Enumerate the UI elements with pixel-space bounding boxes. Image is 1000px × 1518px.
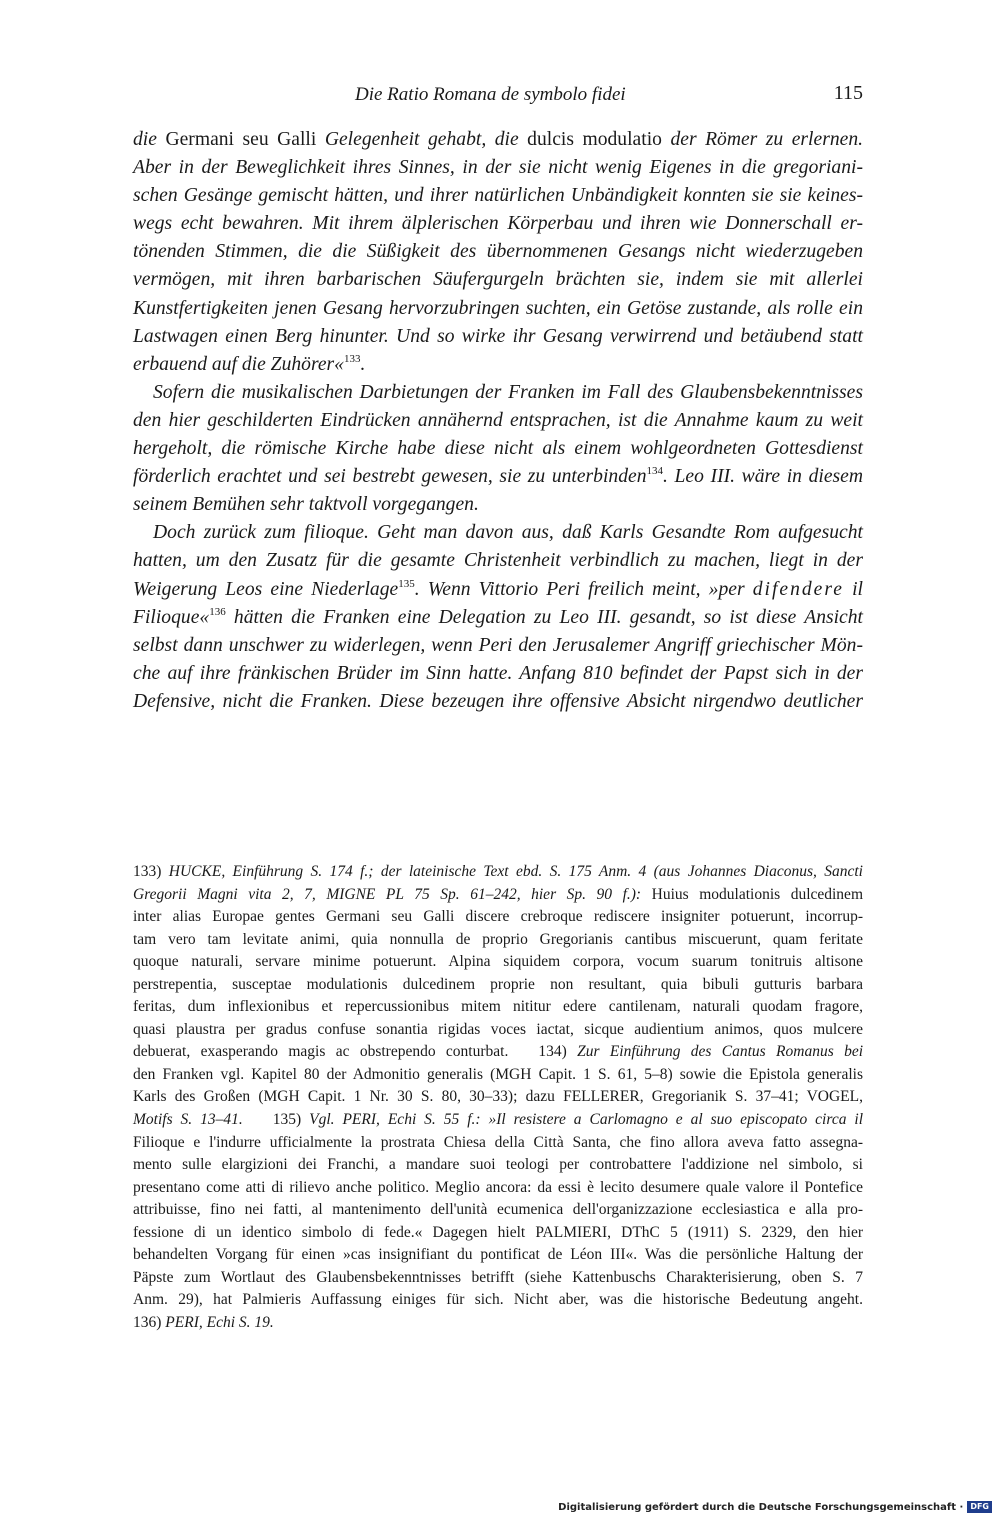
- footnote-line: inter alias Europae gentes Germani seu Galli discere crebroque rediscere insigniter potuerunt, incorrup-: [133, 908, 863, 926]
- footnote-line: feritas, dum inflexionibus et repercussionibus mitem nititur edere cantilenam, naturali quodam fragore,: [133, 998, 863, 1016]
- footnote-ref: 133: [343, 352, 361, 365]
- text-line: Aber in der Beweglichkeit ihres Sinnes, in der sie nicht wenig Eigenes in die gregoriani-: [133, 157, 863, 179]
- dfg-logo: DFG: [967, 1501, 992, 1513]
- footnote-ref: 135: [398, 577, 415, 590]
- footnote-ref: 134: [646, 465, 664, 478]
- text-line: Sofern die musikalischen Darbietungen der Franken im Fall des Glaubensbekenntnisses: [153, 381, 863, 403]
- footnote-line: debuerat, exasperando magis ac obstrependo conturbat. 134) Zur Einführung des Cantus Romanus bei: [133, 1043, 864, 1061]
- footnote-line: Karls des Großen (MGH Capit. 1 Nr. 30 S. 80, 30–33); dazu FELLERER, Gregorianik S. 37–41; VOGEL,: [133, 1088, 863, 1106]
- footnote-line: Gregorii Magni vita 2, 7, MIGNE PL 75 Sp. 61–242, hier Sp. 90 f.): Huius modulationis dulcedinem: [133, 885, 863, 903]
- text-line: Doch zurück zum filioque. Geht man davon aus, daß Karls Gesandte Rom aufgesucht: [153, 522, 863, 544]
- text-line: den hier geschilderten Eindrücken annähernd entsprachen, ist die Annahme kaum zu weit: [133, 409, 863, 431]
- footnote-line: behandelten Vorgang für einen »cas insignifiant du pontificat de Léon III«. Was die persönliche Haltung der: [133, 1246, 863, 1264]
- text-line: förderlich erachtet und sei bestrebt gewesen, sie zu unterbinden$^{134}$. Leo III. wäre in diesem: [133, 465, 863, 488]
- footnote-line: mento sulle elargizioni dei Franchi, a mandare suoi teologi per controbattere l'addizione nel simbolo, si: [133, 1156, 863, 1174]
- text-line: vermögen, mit ihren barbarischen Säufergurgeln brächten sie, indem sie mit allerlei: [133, 269, 863, 291]
- footnote-line: attribuisse, fino nei fatti, al mantenimento dell'unità ecumenica dell'organizzazione ecclesiastica e alla pro-: [133, 1201, 863, 1219]
- text-line: Weigerung Leos eine Niederlage$^{135}$. Wenn Vittorio Peri freilich meint, »per difendere il: [133, 577, 863, 600]
- main-text: [133, 126, 863, 716]
- digitization-footer: [558, 1500, 992, 1514]
- text-line: Lastwagen einen Berg hinunter. Und so wirke ihr Gesang verwirrend und betäubend statt: [133, 325, 863, 347]
- text-line: wegs echt bewahren. Mit ihrem älplerischen Körperbau und ihren wie Donnerschall er-: [133, 213, 863, 235]
- footnote-line: Päpste zum Wortlaut des Glaubensbekenntnisses betrifft (siehe Kattenbuschs Charakterisierung, oben S. 7: [133, 1268, 863, 1286]
- footnote-line: presentano come atti di rilievo anche politico. Meglio ancora: da essi è lecito desumere quale valore il Pontefice: [133, 1178, 863, 1196]
- footnote-line: perstrepentia, susceptae modulationis dulcedinem proprie non resultant, quia bibuli gutturis barbara: [133, 975, 863, 993]
- text-line: che auf ihre fränkischen Brüder im Sinn hatte. Anfang 810 befindet der Papst sich in der: [133, 662, 863, 684]
- footnote-ref: 136: [209, 605, 226, 618]
- text-line: hatten, um den Zusatz für die gesamte Christenheit verbindlich zu machen, liegt in der: [133, 550, 863, 572]
- footnote-line: 133) HUCKE, Einführung S. 174 f.; der lateinische Text ebd. S. 175 Anm. 4 (aus Johannes Diaconus, Sancti: [133, 863, 863, 880]
- text-line: tönenden Stimmen, die die Süßigkeit des übernommenen Gesangs nicht wiederzugeben: [133, 241, 863, 263]
- footnote-line: Filioque e l'indurre ufficialmente la prostrata Chiesa della Città Santa, che fino allora aveva fatto assegna-: [133, 1133, 863, 1151]
- footnote-line: Motifs S. 13–41. 135) Vgl. PERI, Echi S. 55 f.: »Il resistere a Carlomagno e al suo episcopato circa il: [133, 1111, 864, 1129]
- footnote-line: fessione di un identico simbolo di fede.« Dagegen hielt PALMIERI, DThC 5 (1911) S. 2329, den hier: [133, 1223, 863, 1241]
- text-line: erbauend auf die Zuhörer«$^{133}$.: [133, 352, 366, 375]
- text-line: die Germani seu Galli Gelegenheit gehabt, die dulcis modulatio der Römer zu erlernen.: [133, 129, 864, 150]
- footnote-line: tam vero tam levitate animi, quia nonnulla de proprio Gregorianis cantibus miscuerunt, quam feritate: [133, 930, 863, 948]
- text-line: Kunstfertigkeiten jenen Gesang hervorzubringen suchten, ein Getöse zustande, als rolle ein: [133, 297, 863, 319]
- footnote-line: quoque naturali, servare minime potuerunt. Alpina siquidem corpora, vocum suarum tonitruis altisone: [133, 953, 863, 971]
- text-line: schen Gesänge gemischt hätten, und ihrer natürlichen Unbändigkeit konnten sie sie keines-: [133, 185, 863, 207]
- running-head: [133, 80, 863, 110]
- footnotes: [133, 861, 863, 1334]
- text-line: hergeholt, die römische Kirche habe diese nicht als einem wohlgeordneten Gottesdienst: [133, 438, 863, 460]
- footnote-line: den Franken vgl. Kapitel 80 der Admonitio generalis (MGH Capit. 1 S. 61, 5–8) sowie die Epistola generalis: [133, 1065, 863, 1083]
- footer-text: Digitalisierung gefördert durch die Deutsche Forschungsgemeinschaft ·: [558, 1501, 964, 1513]
- running-title: Die Ratio Romana de symbolo fidei: [355, 84, 626, 105]
- text-line: seinem Bemühen sehr taktvoll vorgegangen.: [133, 494, 479, 516]
- text-line: Filioque«$^{136}$ hätten die Franken eine Delegation zu Leo III. gesandt, so ist diese Ansicht: [133, 605, 863, 628]
- footnote-line: 136) PERI, Echi S. 19.: [133, 1313, 274, 1331]
- page-number: 115: [833, 82, 863, 104]
- text-line: selbst dann unschwer zu widerlegen, wenn Peri den Jerusalemer Angriff griechischer Mön-: [133, 634, 863, 656]
- footnote-line: quasi plaustra per gradus confuse sonantia rigidas voces iactat, sicque audientium animos, quos mulcere: [133, 1020, 863, 1038]
- text-line: Defensive, nicht die Franken. Diese bezeugen ihre offensive Absicht nirgendwo deutlicher: [133, 690, 863, 712]
- footnote-line: Anm. 29), hat Palmieris Auffassung einiges für sich. Nicht aber, was die historische Bedeutung angeht.: [133, 1291, 863, 1309]
